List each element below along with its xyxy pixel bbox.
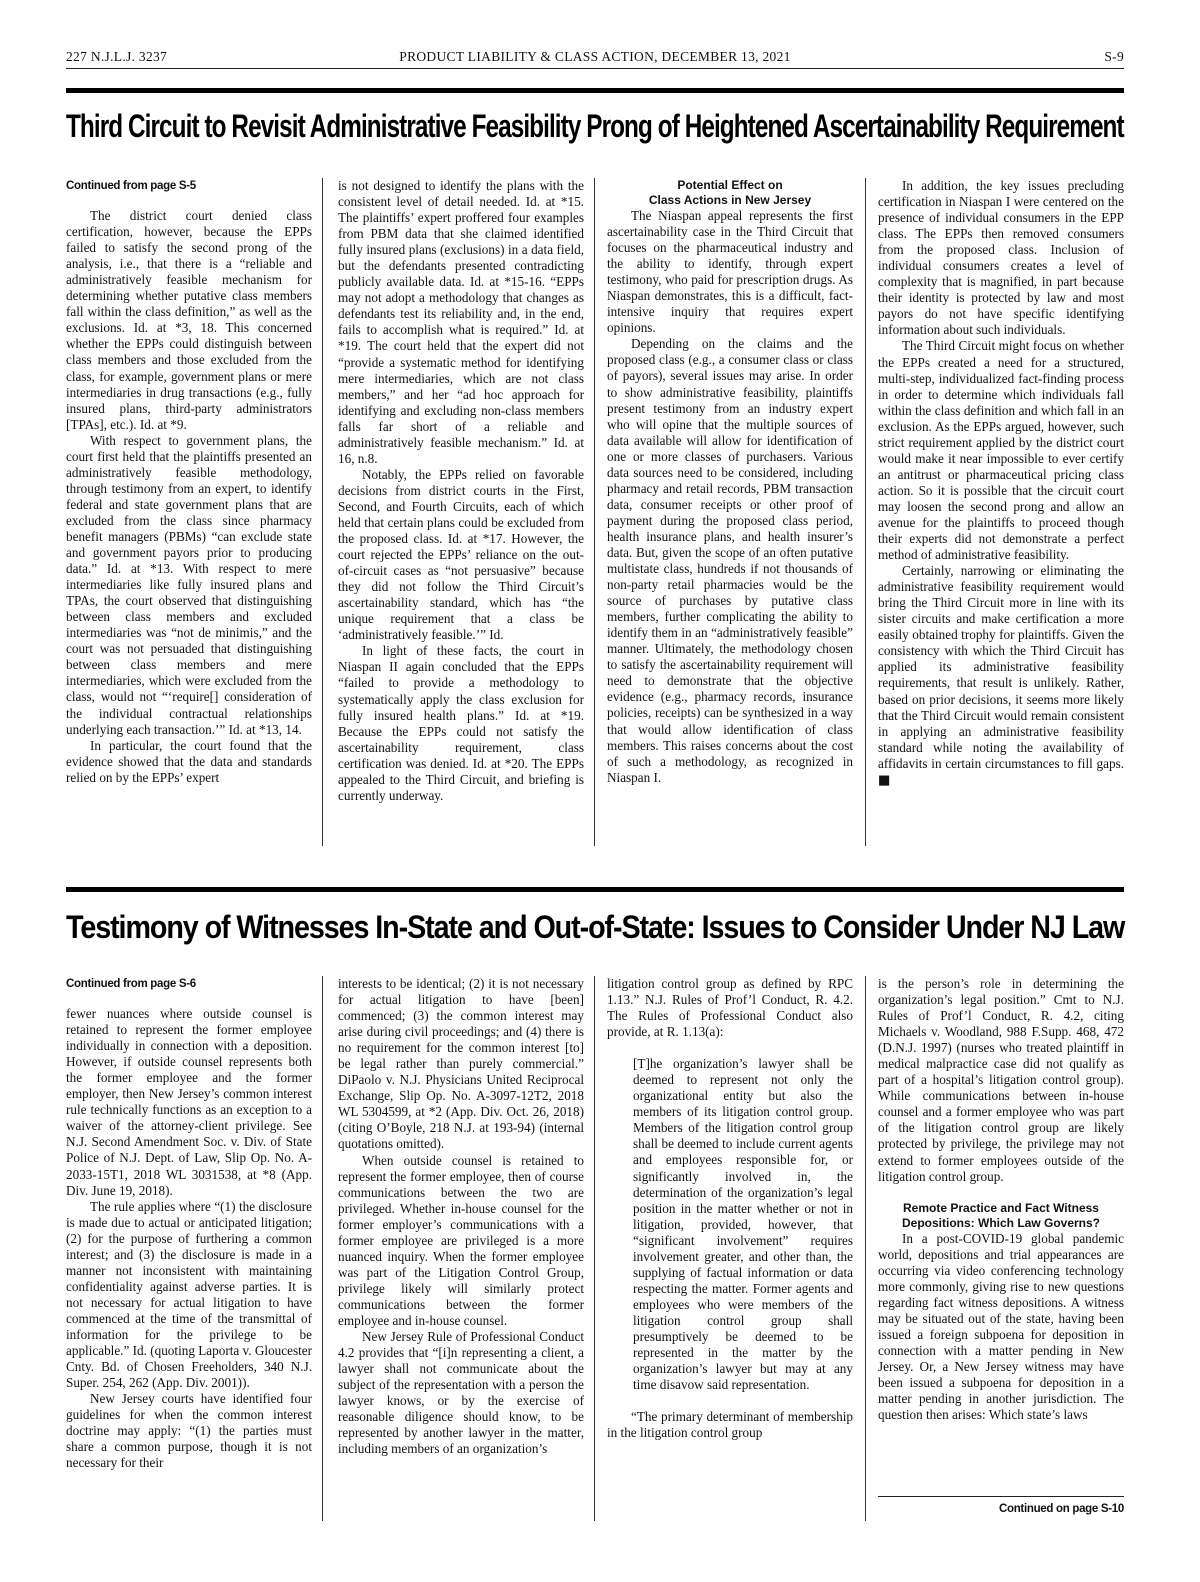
- article2-continued-on: Continued on page S-10: [998, 1503, 1124, 1515]
- paragraph: The rule applies where “(1) the disclosure is made due to actual or anticipated litigation; (2) for the purpose of furthering a common interest; and (3) the disclosure is made in a manner not inconsistent with maintaining confidentiality against adverse parties. It is not necessary for actual litigation to have commenced at the time of the transmittal of information for the privilege to be applicable.” Id. (quoting Laporta v. Gloucester Cnty. Bd. of Chosen Freeholders, 340 N.J. Super. 254, 262 (App. Div. 2001)).: [66, 1198, 312, 1391]
- paragraph: is not designed to identify the plans with the consistent level of detail needed. Id. at *15. The plaintiffs’ expert proffered four examples from PBM data that she claimed identified fully insured plans (exclusions) in a data field, but the defendants presented contradicting publicly available data. Id. at *15-16. “EPPs may not adopt a methodology that changes as defendants test its reliability and, in the end, fails to accomplish what is required.” Id. at *19. The court held that the expert did not “provide a systematic method for identifying mere intermediaries, which are not class members,” and her “ad hoc approach for identifying and excluding non-class members falls far short of a reliable and administratively feasible mechanism.” Id. at 16, n.8.: [338, 178, 584, 466]
- section-subhead-line: Depositions: Which Law Governs?: [901, 1215, 1101, 1230]
- publication-title: PRODUCT LIABILITY & CLASS ACTION, DECEMBER 13, 2021: [399, 49, 791, 64]
- paragraph-text: Certainly, narrowing or eliminating the administrative feasibility requirement would bring the Third Circuit more in line with its sister circuits and make certification a more easily obtained trophy for plaintiffs. Given the consistency with which the Third Circuit has applied its administrative feasibility requirements, that result is unlikely. Rather, based on prior decisions, it seems more likely that the Third Circuit would remain consistent in applying an administrative feasibility standard while noting the availability of affidavits in certain circumstances to fill gaps.: [878, 563, 1124, 771]
- article2-continued-from: Continued from page S-6: [66, 978, 196, 990]
- paragraph: litigation control group as defined by RPC 1.13.” N.J. Rules of Prof’l Conduct, R. 4.2. The Rules of Professional Conduct also provide, at R. 1.13(a):: [607, 976, 853, 1040]
- column-divider: [865, 976, 866, 1521]
- page-number: S-9: [1104, 49, 1124, 64]
- quote-text: [T]he organization’s lawyer shall be deemed to represent not only the organizational entity but also the members of its litigation control group. Members of the litigation control group shall be deemed to include current agents and employees responsible for, or significantly involved in, the determination of the organization’s legal position in the matter whether or not in litigation, provided, however, that “significant involvement” requires involvement greater, and other than, the supplying of factual information or data respecting the matter. Former agents and employees who were members of the litigation control group shall presumptively be deemed to be represented in the matter by the organization’s lawyer but may at any time disavow said representation.: [633, 1056, 853, 1393]
- article2-column-4: [878, 976, 1124, 1423]
- paragraph: In light of these facts, the court in Niaspan II again concluded that the EPPs “failed to provide a methodology to systematically apply the class exclusion for fully insured health plans.” Id. at *19. Because the EPPs could not satisfy the ascertainability requirement, class certification was denied. Id. at *20. The EPPs appealed to the Third Circuit, and briefing is currently underway.: [338, 643, 584, 803]
- section-subhead-line: Remote Practice and Fact Witness: [903, 1200, 1099, 1215]
- article1-continued-from: Continued from page S-5: [66, 180, 196, 192]
- article2-column-1: [66, 976, 312, 1471]
- paragraph: interests to be identical; (2) it is not necessary for actual litigation to have [been] commenced; (3) the common interest may arise during civil proceedings; and (4) there is no requirement for the common interest [to] be legal rather than purely commercial.” DiPaolo v. N.J. Physicians United Reciprocal Exchange, Slip Op. No. A-3097-12T2, 2018 WL 5304599, at *2 (App. Div. Oct. 26, 2018) (citing O’Boyle, 218 N.J. at 193-94) (internal quotations omitted).: [338, 976, 584, 1152]
- column-divider: [322, 976, 323, 1521]
- paragraph: The district court denied class certification, however, because the EPPs failed to satisfy the second prong of the analysis, i.e., that there is a “reliable and administratively feasible mechanism for determining whether putative class members fall within the class definition,” as well as the exclusions. Id. at *3, 18. This concerned whether the EPPs could distinguish between class members and those excluded from the class, for example, government plans or mere intermediaries in drug transactions (e.g., fully insured plans, third-party administrators [TPAs], etc.). Id. at *9.: [66, 208, 312, 432]
- article2-headline: Testimony of Witnesses In-State and Out-of-State: Issues to Consider Under NJ Law: [66, 909, 1125, 945]
- section-subhead-line: Class Actions in New Jersey: [648, 193, 812, 207]
- paragraph: New Jersey courts have identified four guidelines for when the common interest doctrine may apply: “(1) the parties must share a common purpose, though it is not necessary for their: [66, 1391, 312, 1471]
- article1-headline: Third Circuit to Revisit Administrative Feasibility Prong of Heightened Ascertainability Requirement: [66, 108, 1124, 144]
- article1-column-4: [878, 178, 1124, 789]
- paragraph: New Jersey Rule of Professional Conduct 4.2 provides that “[i]n representing a client, a lawyer shall not communicate about the subject of the representation with a person the lawyer knows, or by the exercise of reasonable diligence should know, to be represented by another lawyer in the matter, including members of an organization’s: [338, 1329, 584, 1457]
- journal-citation: 227 N.J.L.J. 3237: [66, 49, 168, 64]
- paragraph: [878, 563, 1124, 789]
- article1-column-1: [66, 178, 312, 786]
- column-divider: [865, 178, 866, 846]
- column-divider: [594, 178, 595, 846]
- paragraph: fewer nuances where outside counsel is retained to represent the former employee individually in connection with a deposition. However, if outside counsel represents both the former employee and the former employer, then New Jersey’s common interest rule technically functions as an exception to a waiver of the attorney-client privilege. See N.J. Second Amendment Soc. v. Div. of State Police of N.J. Dept. of Law, Slip Op. No. A-2033-15T1, 2018 WL 3031538, at *8 (App. Div. June 19, 2018).: [66, 1006, 312, 1198]
- paragraph: is the person’s role in determining the organization’s legal position.” Cmt to N.J. Rules of Prof’l Conduct, R. 4.2, citing Michaels v. Woodland, 988 F.Supp. 468, 472 (D.N.J. 1997) (nurses who treated plaintiff in medical malpractice case did not qualify as part of a hospital’s litigation control group). While communications between in-house counsel and a former employee who was part of the litigation control group are likely protected by privilege, the privilege may not extend to former employees outside of the litigation control group.: [878, 976, 1124, 1184]
- paragraph: When outside counsel is retained to represent the former employee, then of course communications between the two are privileged. Whether in-house counsel for the former employer’s communications with a former employee are privileged is a more nuanced inquiry. When the former employee was part of the Litigation Control Group, privilege likely will similarly protect communications between the former employee and in-house counsel.: [338, 1152, 584, 1328]
- paragraph: Notably, the EPPs relied on favorable decisions from district courts in the First, Second, and Fourth Circuits, each of which held that certain plans could be excluded from the proposed class. Id. at *17. However, the court rejected the EPPs’ reliance on the out-of-circuit cases as “not persuasive” because they did not follow the Third Circuit’s ascertainability standard, which has “the unique requirement that a class be ‘administratively feasible.’” Id.: [338, 466, 584, 643]
- paragraph: The Niaspan appeal represents the first ascertainability case in the Third Circuit that focuses on the pharmaceutical industry and the ability to identify, through expert testimony, who paid for prescription drugs. As Niaspan demonstrates, this is a difficult, fact-intensive inquiry that requires expert opinions.: [607, 208, 853, 336]
- article2-column-2: [338, 976, 584, 1457]
- paragraph: In particular, the court found that the evidence showed that the data and standards relied on by the EPPs’ expert: [66, 737, 312, 785]
- paragraph: “The primary determinant of membership in the litigation control group: [607, 1409, 853, 1441]
- paragraph: In a post-COVID-19 global pandemic world, depositions and trial appearances are occurring via video conferencing technology more commonly, giving rise to new questions regarding fact witness depositions. A witness may be situated out of the state, having been issued a foreign subpoena for deposition in connection with a matter pending in New Jersey. Or, a New Jersey witness may have been issued a subpoena for deposition in a matter pending in another jurisdiction. The question then arises: Which state’s laws: [878, 1230, 1124, 1423]
- article1-top-rule: [66, 88, 1124, 93]
- paragraph: The Third Circuit might focus on whether the EPPs created a need for a structured, multi-step, individualized fact-finding process in order to determine which individuals fall within the class definition and which fall in an exclusion. As the EPPs argued, however, such strict requirement applied by the district court would make it near impossible to ever certify an antitrust or pharmaceutical pricing class action. So it is possible that the circuit court may loosen the second prong and allow an avenue for the plaintiffs to proceed though their experts did not demonstrate a perfect method of administrative feasibility.: [878, 338, 1124, 563]
- column-divider: [322, 178, 323, 846]
- paragraph: In addition, the key issues precluding certification in Niaspan I were centered on the presence of individual consumers in the EPP class. The EPPs then removed consumers from the proposed class. Inclusion of individual consumers creates a level of complexity that is magnified, in part because their identity is protected by law and most payors do not have specific identifying information about such individuals.: [878, 178, 1124, 338]
- article2-top-rule: [66, 887, 1124, 892]
- end-of-article-mark: ■: [878, 772, 891, 788]
- continued-rule: [878, 1496, 1124, 1497]
- block-quote: [633, 1056, 853, 1393]
- article2-column-3: [607, 976, 853, 1441]
- paragraph: With respect to government plans, the court first held that the plaintiffs presented an administratively feasible methodology, through testimony from an expert, to identify federal and state government plans that are excluded from the class since pharmacy benefit managers (PBMs) “can exclude state and government payors prior to producing data.” Id. at *13. With respect to mere intermediaries like fully insured plans and TPAs, the court observed that distinguishing between class members and excluded intermediaries was “not de minimis,” and the court was not persuaded that distinguishing between class members and mere intermediaries, which were excluded from the class, would not “‘require[] consideration of the individual contractual relationships underlying each transaction.’” Id. at *13, 14.: [66, 432, 312, 737]
- section-subhead-line: Potential Effect on: [677, 178, 783, 192]
- article1-column-3: [607, 178, 853, 786]
- article1-column-2: [338, 178, 584, 804]
- running-head: [66, 48, 1124, 69]
- column-divider: [594, 976, 595, 1521]
- paragraph: Depending on the claims and the proposed class (e.g., a consumer class or class of payors), several issues may arise. In order to show administrative feasibility, plaintiffs present testimony from an industry expert who will opine that the multiple sources of data available will allow for identification of one or more classes of purchasers. Various data sources need to be considered, including pharmacy and retail records, PBM transaction data, consumer receipts or other proof of payment during the proposed class period, health insurance plans, and health insurer’s data. But, given the scope of an often putative multistate class, hundreds if not thousands of non-party retail pharmacies would be the source of purchases by putative class members, further complicating the ability to identify them in an “administratively feasible” manner. Ultimately, the methodology chosen to satisfy the ascertainability requirement will need to demonstrate that the objective evidence (e.g., pharmacy records, insurance policies, receipts) can be synthesized in a way that would allow identification of class members. This raises concerns about the cost of such a methodology, as recognized in Niaspan I.: [607, 336, 853, 785]
